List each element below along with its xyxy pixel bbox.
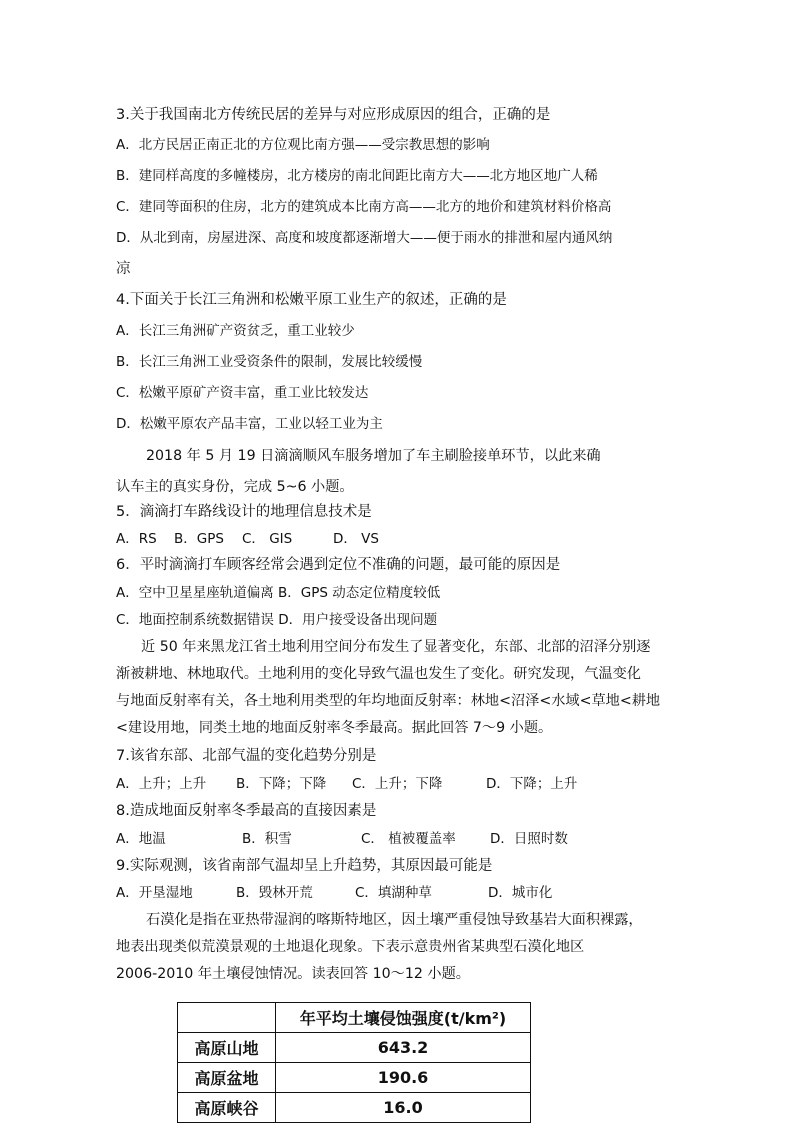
- intro3-line1: 石漠化是指在亚热带湿润的喀斯特地区，因土壤严重侵蚀导致基岩大面积裸露，: [146, 912, 643, 928]
- q8-stem: 8.造成地面反射率冬季最高的直接因素是: [116, 803, 377, 819]
- q9-option-b: B．毁林开荒: [236, 885, 313, 901]
- q4-option-b: B．长江三角洲工业受资条件的限制，发展比较缓慢: [116, 354, 423, 370]
- intro3-line3: 2006-2010 年土壤侵蚀情况。读表回答 10～12 小题。: [116, 966, 470, 982]
- q5-option-d: D． VS: [333, 531, 379, 547]
- q9-option-a: A．开垦湿地: [116, 885, 193, 901]
- q7-stem: 7.该省东部、北部气温的变化趋势分别是: [116, 748, 377, 764]
- table-header-cell: 年平均土壤侵蚀强度(t/km²): [276, 1003, 531, 1033]
- table-header-row: [178, 1003, 531, 1033]
- q7-option-d: D．下降；上升: [486, 776, 578, 792]
- q5-option-b: B．GPS: [174, 531, 224, 547]
- q6-stem: 6．平时滴滴打车顾客经常会遇到定位不准确的问题，最可能的原因是: [116, 557, 561, 573]
- q9-stem: 9.实际观测，该省南部气温却呈上升趋势，其原因最可能是: [116, 858, 493, 874]
- q7-option-a: A．上升；上升: [116, 776, 207, 792]
- q8-option-c: C． 植被覆盖率: [361, 831, 456, 847]
- q5-option-a: A．RS: [116, 531, 157, 547]
- table-row-label: 高原山地: [178, 1033, 276, 1063]
- q3-option-b: B．建同样高度的多幢楼房，北方楼房的南北间距比南方大——北方地区地广人稀: [116, 168, 598, 184]
- intro2-line4: <建设用地，同类土地的地面反射率冬季最高。据此回答 7～9 小题。: [116, 720, 553, 736]
- intro2-line2: 渐被耕地、林地取代。土地利用的变化导致气温也发生了变化。研究发现，气温变化: [116, 666, 641, 682]
- intro2-line1: 近 50 年来黑龙江省土地利用空间分布发生了显著变化，东部、北部的沼泽分别逐: [141, 639, 651, 655]
- intro2-line3: 与地面反射率有关，各土地利用类型的年均地面反射率：林地<沼泽<水域<草地<耕地: [116, 693, 661, 709]
- q3-stem: 3.关于我国南北方传统民居的差异与对应形成原因的组合，正确的是: [116, 107, 551, 123]
- q8-option-d: D．日照时数: [490, 831, 568, 847]
- table-corner-cell: [178, 1003, 276, 1033]
- q4-stem: 4.下面关于长江三角洲和松嫩平原工业生产的叙述，正确的是: [116, 292, 507, 308]
- table-row-value: 643.2: [276, 1033, 531, 1063]
- q8-option-b: B．积雪: [242, 831, 292, 847]
- q8-option-a: A．地温: [116, 831, 166, 847]
- q6-options-ab: A．空中卫星星座轨道偏离 B．GPS 动态定位精度较低: [116, 585, 441, 601]
- q9-option-c: C．填湖种草: [355, 885, 432, 901]
- table-row-value: 190.6: [276, 1063, 531, 1093]
- table-row: [178, 1093, 531, 1123]
- q3-option-a: A．北方民居正南正北的方位观比南方强——受宗教思想的影响: [116, 137, 490, 153]
- table-row-value: 16.0: [276, 1093, 531, 1123]
- q4-option-d: D．松嫩平原农产品丰富，工业以轻工业为主: [116, 416, 383, 432]
- intro1-line1: 2018 年 5 月 19 日滴滴顺风车服务增加了车主刷脸接单环节，以此来确: [146, 448, 601, 464]
- table-row: [178, 1063, 531, 1093]
- q5-stem: 5．滴滴打车路线设计的地理信息技术是: [116, 504, 372, 520]
- soil-erosion-table: [177, 1002, 531, 1123]
- q5-option-c: C． GIS: [242, 531, 293, 547]
- table-row-label: 高原盆地: [178, 1063, 276, 1093]
- q3-option-c: C．建同等面积的住房，北方的建筑成本比南方高——北方的地价和建筑材料价格高: [116, 199, 612, 215]
- q3-option-d-line1: D．从北到南，房屋进深、高度和坡度都逐渐增大——便于雨水的排泄和屋内通风纳: [116, 230, 613, 246]
- table-row-label: 高原峡谷: [178, 1093, 276, 1123]
- table-row: [178, 1033, 531, 1063]
- q3-option-d-line2: 凉: [116, 261, 131, 277]
- intro3-line2: 地表出现类似荒漠景观的土地退化现象。下表示意贵州省某典型石漠化地区: [116, 939, 585, 955]
- q4-option-a: A．长江三角洲矿产资贫乏，重工业较少: [116, 323, 355, 339]
- q4-option-c: C．松嫩平原矿产资丰富，重工业比较发达: [116, 385, 369, 401]
- q7-option-b: B．下降；下降: [236, 776, 327, 792]
- intro1-line2: 认车主的真实身份，完成 5~6 小题。: [116, 479, 354, 495]
- q7-option-c: C．上升；下降: [352, 776, 443, 792]
- q6-options-cd: C．地面控制系统数据错误 D．用户接受设备出现问题: [116, 612, 438, 628]
- q9-option-d: D．城市化: [488, 885, 553, 901]
